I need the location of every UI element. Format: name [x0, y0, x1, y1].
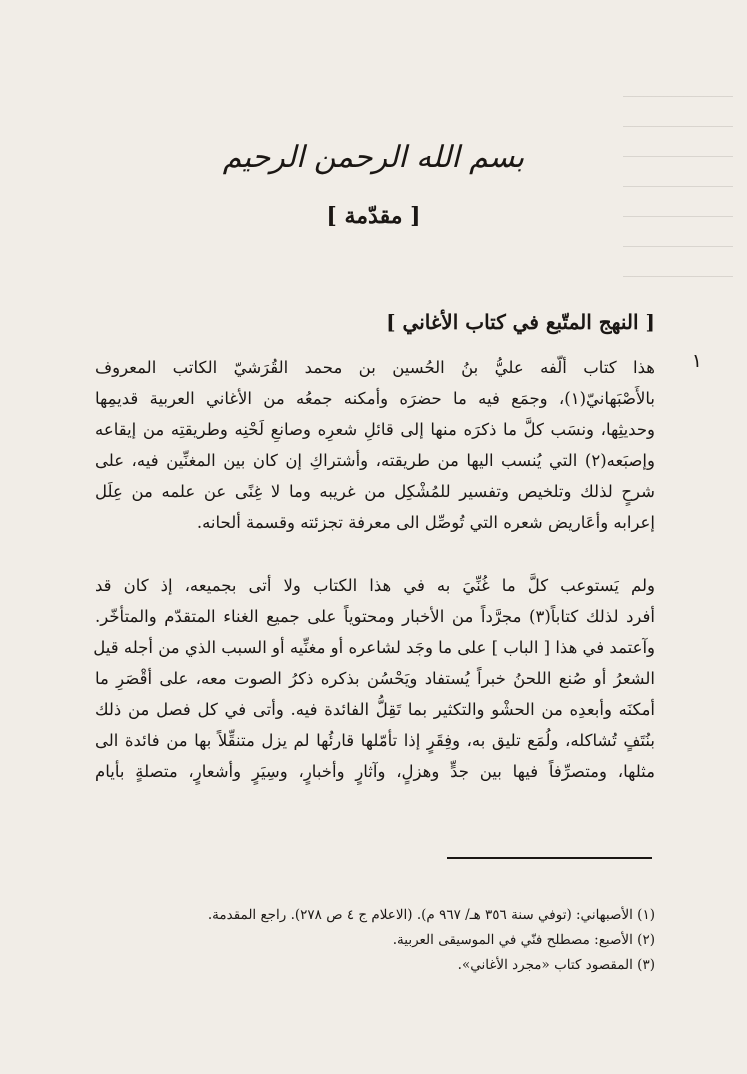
text-line: أفرد لذلك كتاباً(٣) مجرَّداً من الأخبار ومحتوياً على جميع الغناء المتقدّم والمتأخّر.	[95, 607, 655, 626]
footnote-divider	[447, 857, 652, 859]
basmala-calligraphy: بسم الله الرحمن الرحيم	[222, 140, 525, 175]
text-line: الشعرُ أو صُنع اللحنُ خبراً يُستفاد ويَحْسُن بذكره ذكرُ الصوت معه، على أقْصَرِ ما	[95, 669, 655, 688]
text-line: أمكنَه وأبعدِه من الحشْو والتكثير بما تَقِلُّ الفائدة فيه. وأتى في كل فصل من ذلك	[95, 700, 655, 719]
text-line: بنُتَفٍ تُشاكله، ولُمَع تليق به، وفِقَرٍ إذا تأمّلها قارئُها لم يزل متنقِّلاً بها من فائدة الى	[95, 731, 655, 750]
text-line: بالأَصْبَهانيّ(١)، وجمَع فيه ما حضرَه وأمكنه جمعُه من الأغاني العربية قديمِها	[95, 389, 655, 408]
text-line: إعرابه وأعَاريض شعره التي تُوصِّل الى معرفة تجزئته وقسمة ألحانه.	[196, 513, 655, 532]
paragraph-2	[95, 570, 655, 787]
text-line: ولم يَستوعب كلَّ ما غُنِّيَ به في هذا الكتاب ولا أتى بجميعه، إذ كان قد	[95, 576, 655, 595]
paragraph-number: ١	[691, 350, 702, 372]
text-line: وحديثِها، ونسَب كلَّ ما ذكرَه منها إلى قائلِ شعرِه وصانعِ لَحْنِه وطريقتِه من إيقاعه	[95, 420, 655, 439]
text-line: هذا كتاب ألّفه عليُّ بنُ الحُسين بن محمد القُرَشيّ الكاتب المعروف	[95, 358, 655, 377]
footnote-item: (٣) المقصود كتاب «مجرد الأغاني».	[457, 957, 655, 973]
text-line: مثلها، ومتصرِّفاً فيها بين جدٍّ وهزلٍ، وآثارٍ وأخبارٍ، وسِيَرٍ وأشعارٍ، متصلةٍ بأيام	[95, 762, 655, 781]
section-heading: [ النهج المتّبع في كتاب الأغاني ]	[386, 310, 655, 334]
footnotes	[95, 903, 655, 978]
text-line: وآعتمد في هذا [ الباب ] على ما وجَد لشاعره أو مغنِّيه أو السبب الذي من أجله قيل	[93, 638, 655, 657]
footnote-item: (٢) الأصبع: مصطلح فنّي في الموسيقى العربية.	[392, 932, 655, 948]
text-line: شرحٍ لذلك وتلخيص وتفسير للمُشْكِل من غريبه وما لا غِنًى عن علمه من عِلَل	[95, 482, 655, 501]
page-title: [ مقدّمة ]	[326, 203, 421, 229]
footnote-item: (١) الأصبهاني: (توفي سنة ٣٥٦ هـ/ ٩٦٧ م). (الاعلام ج ٤ ص ٢٧٨). راجع المقدمة.	[207, 907, 655, 923]
paragraph-1	[95, 352, 655, 538]
show-through-text	[623, 78, 733, 288]
text-line: وإصبَعه(٢) التي يُنسب اليها من طريقته، وأشتراكِ إن كان بين المغنِّين فيه، على	[95, 451, 655, 470]
